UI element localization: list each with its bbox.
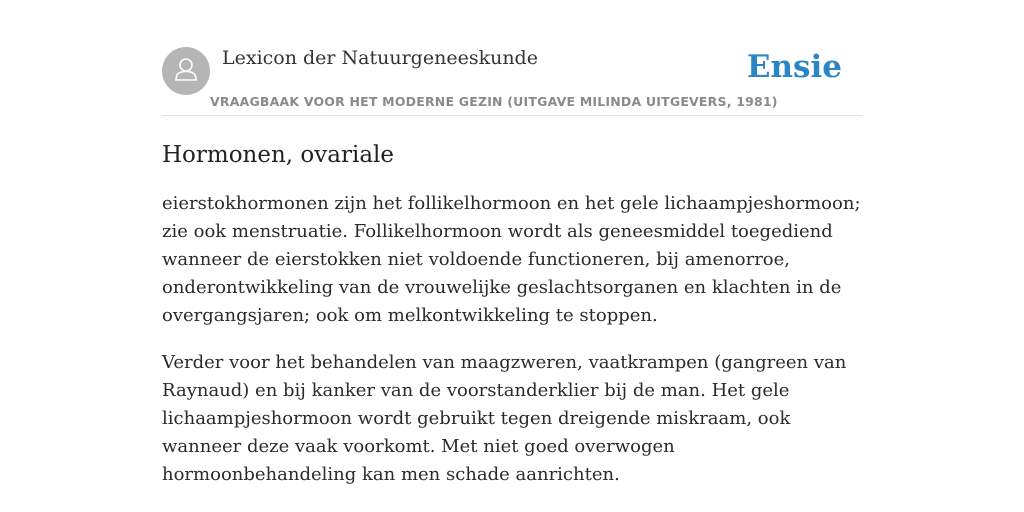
source-header xyxy=(162,47,862,116)
entry-content xyxy=(162,138,862,489)
page-title: Hormonen, ovariale xyxy=(162,142,394,168)
entry-paragraph: eierstokhormonen zijn het follikelhormoon en het gele lichaampjeshormoon; zie ook menstruatie. Follikelhormoon wordt als geneesmiddel toegediend wanneer de eierstokken niet voldoende functioneren, bij amenorroe, onderontwikkeling van de vrouwelijke geslachtsorganen en klachten in de overgangsjaren; ook om melkontwikkeling te stoppen. xyxy=(162,193,861,326)
entry-paragraph: Verder voor het behandelen van maagzweren, vaatkrampen (gangreen van Raynaud) en bij kanker van de voorstanderklier bij de man. Het gele lichaampjeshormoon wordt gebruikt tegen dreigende miskraam, ook wanneer deze vaak voorkomt. Met niet goed overwogen hormoonbehandeling kan men schade aanrichten. xyxy=(162,352,847,485)
source-subtitle: VRAAGBAAK VOOR HET MODERNE GEZIN (UITGAVE MILINDA UITGEVERS, 1981) xyxy=(210,94,778,109)
ensie-logo[interactable]: Ensie xyxy=(746,49,842,85)
avatar[interactable] xyxy=(162,47,210,95)
source-title[interactable]: Lexicon der Natuurgeneeskunde xyxy=(222,47,538,69)
user-icon xyxy=(171,54,201,89)
